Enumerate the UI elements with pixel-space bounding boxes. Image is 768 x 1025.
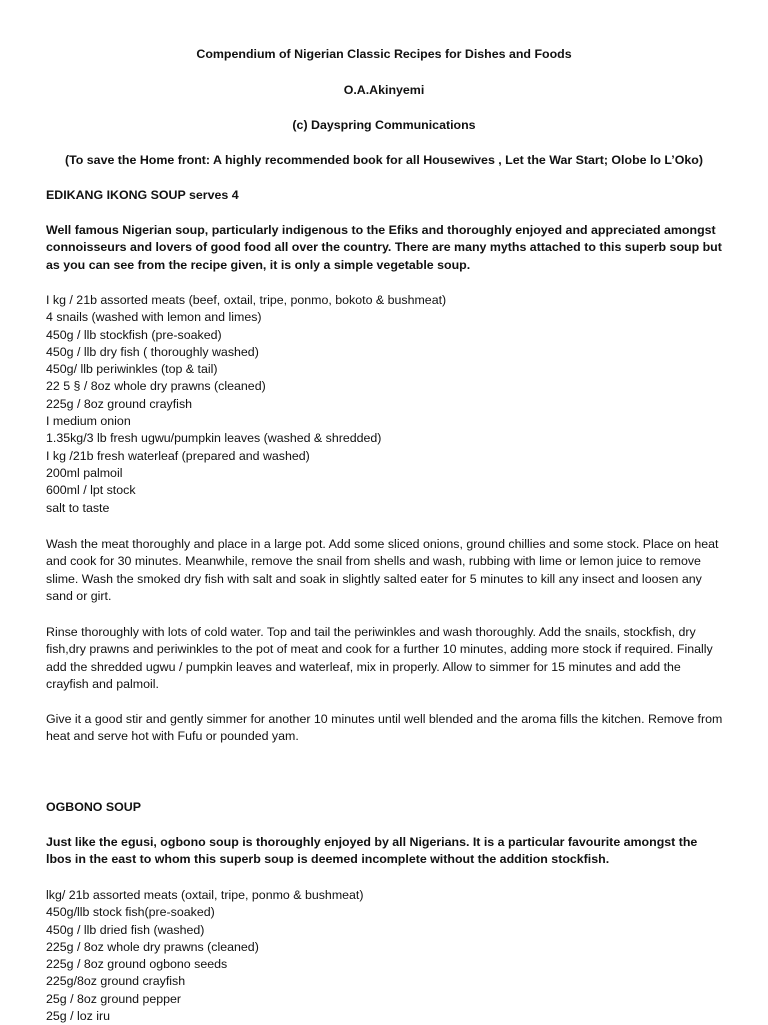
ingredient: I kg /21b fresh waterleaf (prepared and washed) <box>46 448 310 463</box>
method-step: Rinse thoroughly with lots of cold water. Top and tail the periwinkles and wash thoroughly. Add the snails, stockfish, dry fish,dry prawns and periwinkles to the pot of meat and cook for a further 10 minutes, adding more stock if required. Finally add the shredded ugwu / pumpkin leaves and waterleaf, mix in properly. Allow to simmer for 15 minutes and add the crayfish and palmoil. <box>46 625 713 691</box>
ingredient: 450g / llb dried fish (washed) <box>46 922 205 937</box>
ingredient: 22 5 § / 8oz whole dry prawns (cleaned) <box>46 379 266 394</box>
ingredient: 450g / llb dry fish ( thoroughly washed) <box>46 344 259 359</box>
method-step: Give it a good stir and gently simmer for another 10 minutes until well blended and the aroma fills the kitchen. Remove from heat and serve hot with Fufu or pounded yam. <box>46 712 723 744</box>
ingredient: 225g / 8oz ground crayfish <box>46 396 193 411</box>
ingredient: 4 snails (washed with lemon and limes) <box>46 310 262 325</box>
ingredient: salt to taste <box>46 500 110 515</box>
recipe-heading: OGBONO SOUP <box>46 800 142 814</box>
recipe-heading: EDIKANG IKONG SOUP serves 4 <box>46 188 239 202</box>
ingredient: 450g / llb stockfish (pre-soaked) <box>46 327 222 342</box>
ingredient: 600ml / lpt stock <box>46 483 136 498</box>
ingredient: 225g / 8oz whole dry prawns (cleaned) <box>46 939 259 954</box>
ingredient: 25g / loz iru <box>46 1009 111 1024</box>
ingredient-list <box>46 887 726 1025</box>
document-publisher: (c) Dayspring Communications <box>292 118 476 132</box>
ingredient: 225g / 8oz ground ogbono seeds <box>46 957 228 972</box>
recipe-intro: Just like the egusi, ogbono soup is thoroughly enjoyed by all Nigerians. It is a particular favourite amongst the lbos in the east to whom this superb soup is deemed incomplete without the addition stockfish. <box>46 835 698 867</box>
ingredient: 1.35kg/3 lb fresh ugwu/pumpkin leaves (washed & shredded) <box>46 431 382 446</box>
document-tagline: (To save the Home front: A highly recommended book for all Housewives , Let the War Start; Olobe lo L’Oko) <box>65 153 703 167</box>
document-author: O.A.Akinyemi <box>343 83 425 97</box>
ingredient: 450g/llb stock fish(pre-soaked) <box>46 905 215 920</box>
ingredient: 200ml palmoil <box>46 465 123 480</box>
recipe-intro: Well famous Nigerian soup, particularly indigenous to the Efiks and thoroughly enjoyed and appreciated amongst connoisseurs and lovers of good food all over the country. There are many myths attached to this superb soup but as you can see from the recipe given, it is only a simple vegetable soup. <box>46 223 722 272</box>
ingredient: I medium onion <box>46 414 131 429</box>
method-step: Wash the meat thoroughly and place in a large pot. Add some sliced onions, ground chillies and some stock. Place on heat and cook for 30 minutes. Meanwhile, remove the snail from shells and wash, rubbing with lime or lemon juice to remove slime. Wash the smoked dry fish with salt and soak in slightly salted eater for 5 minutes to kill any insect and loosen any sand or girt. <box>46 537 719 603</box>
ingredient: 450g/ llb periwinkles (top & tail) <box>46 362 218 377</box>
document-title: Compendium of Nigerian Classic Recipes for Dishes and Foods <box>196 47 572 61</box>
ingredient: 225g/8oz ground crayfish <box>46 974 186 989</box>
ingredient: 25g / 8oz ground pepper <box>46 991 182 1006</box>
ingredient-list <box>46 292 726 517</box>
ingredient: lkg/ 21b assorted meats (oxtail, tripe, ponmo & bushmeat) <box>46 888 364 902</box>
ingredient: I kg / 21b assorted meats (beef, oxtail, tripe, ponmo, bokoto & bushmeat) <box>46 293 447 307</box>
